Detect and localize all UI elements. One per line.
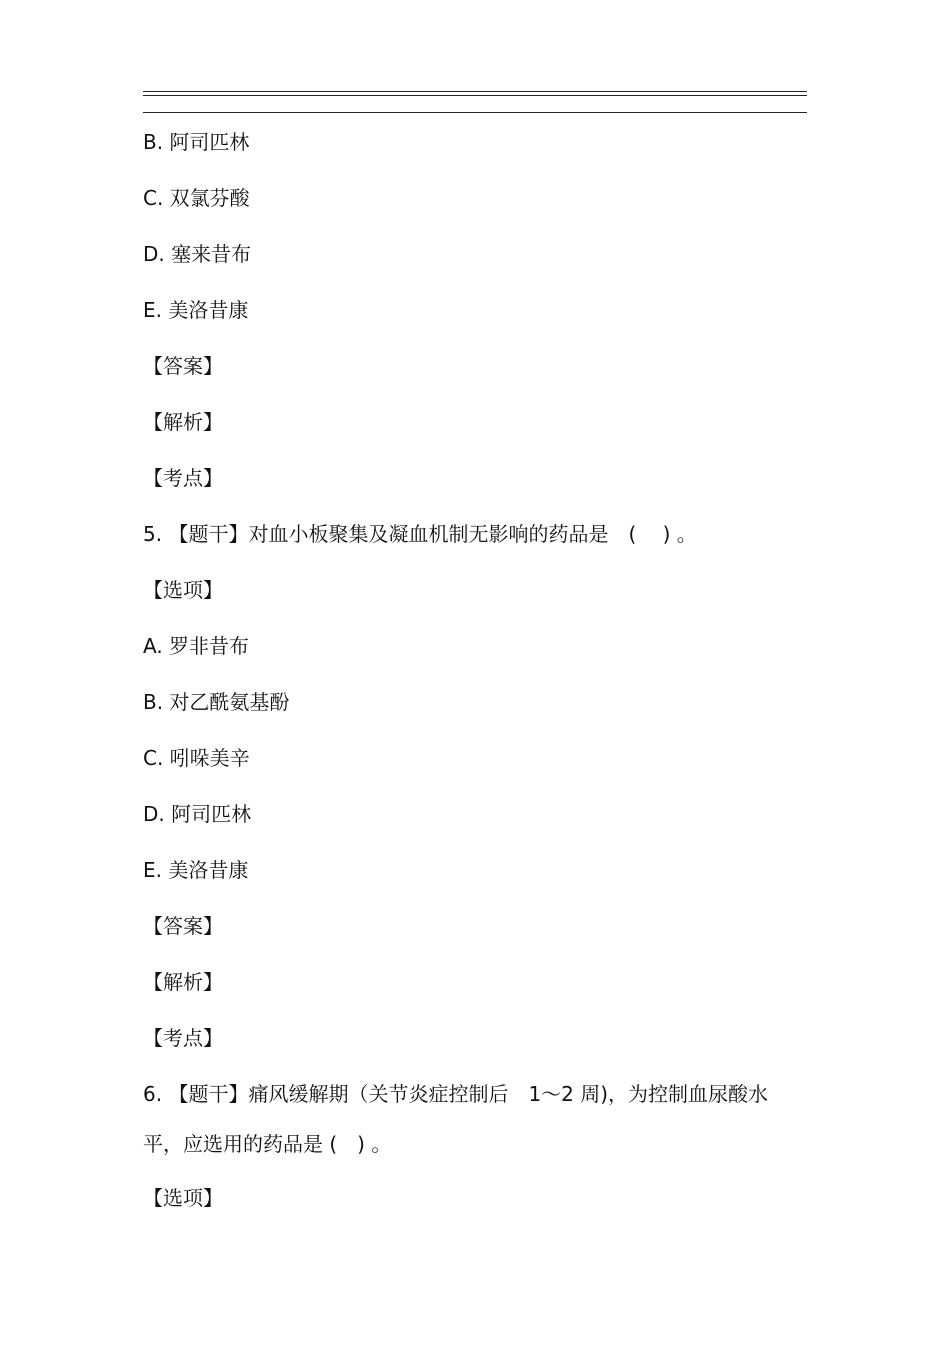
option-c-diclofenac: C. 双氯芬酸: [143, 186, 250, 210]
option-b-paracetamol: B. 对乙酰氨基酚: [143, 690, 290, 714]
options-label: 【选项】: [143, 578, 223, 602]
option-d-aspirin: D. 阿司匹林: [143, 802, 252, 826]
header-rule-double-bottom: [143, 95, 807, 96]
answer-label: 【答案】: [143, 354, 223, 378]
option-e-meloxicam-2: E. 美洛昔康: [143, 858, 249, 882]
header-rule-double-top: [143, 91, 807, 92]
answer-label-2: 【答案】: [143, 914, 223, 938]
analysis-label: 【解析】: [143, 410, 223, 434]
key-point-label: 【考点】: [143, 466, 223, 490]
option-d-celecoxib: D. 塞来昔布: [143, 242, 252, 266]
header-rule-single: [143, 112, 807, 113]
key-point-label-2: 【考点】: [143, 1026, 223, 1050]
option-c-indometacin: C. 吲哚美辛: [143, 746, 250, 770]
option-b-aspirin: B. 阿司匹林: [143, 130, 250, 154]
option-a-rofecoxib: A. 罗非昔布: [143, 634, 250, 658]
options-label-2: 【选项】: [143, 1186, 223, 1210]
question-6-stem-line-2: 平，应选用的药品是 ( ) 。: [143, 1132, 392, 1156]
question-5-stem: 5. 【题干】对血小板聚集及凝血机制无影响的药品是 ( ) 。: [143, 522, 697, 546]
analysis-label-2: 【解析】: [143, 970, 223, 994]
question-6-stem-line-1: 6. 【题干】痛风缓解期（关节炎症控制后 1～2 周)，为控制血尿酸水: [143, 1082, 769, 1106]
option-e-meloxicam: E. 美洛昔康: [143, 298, 249, 322]
